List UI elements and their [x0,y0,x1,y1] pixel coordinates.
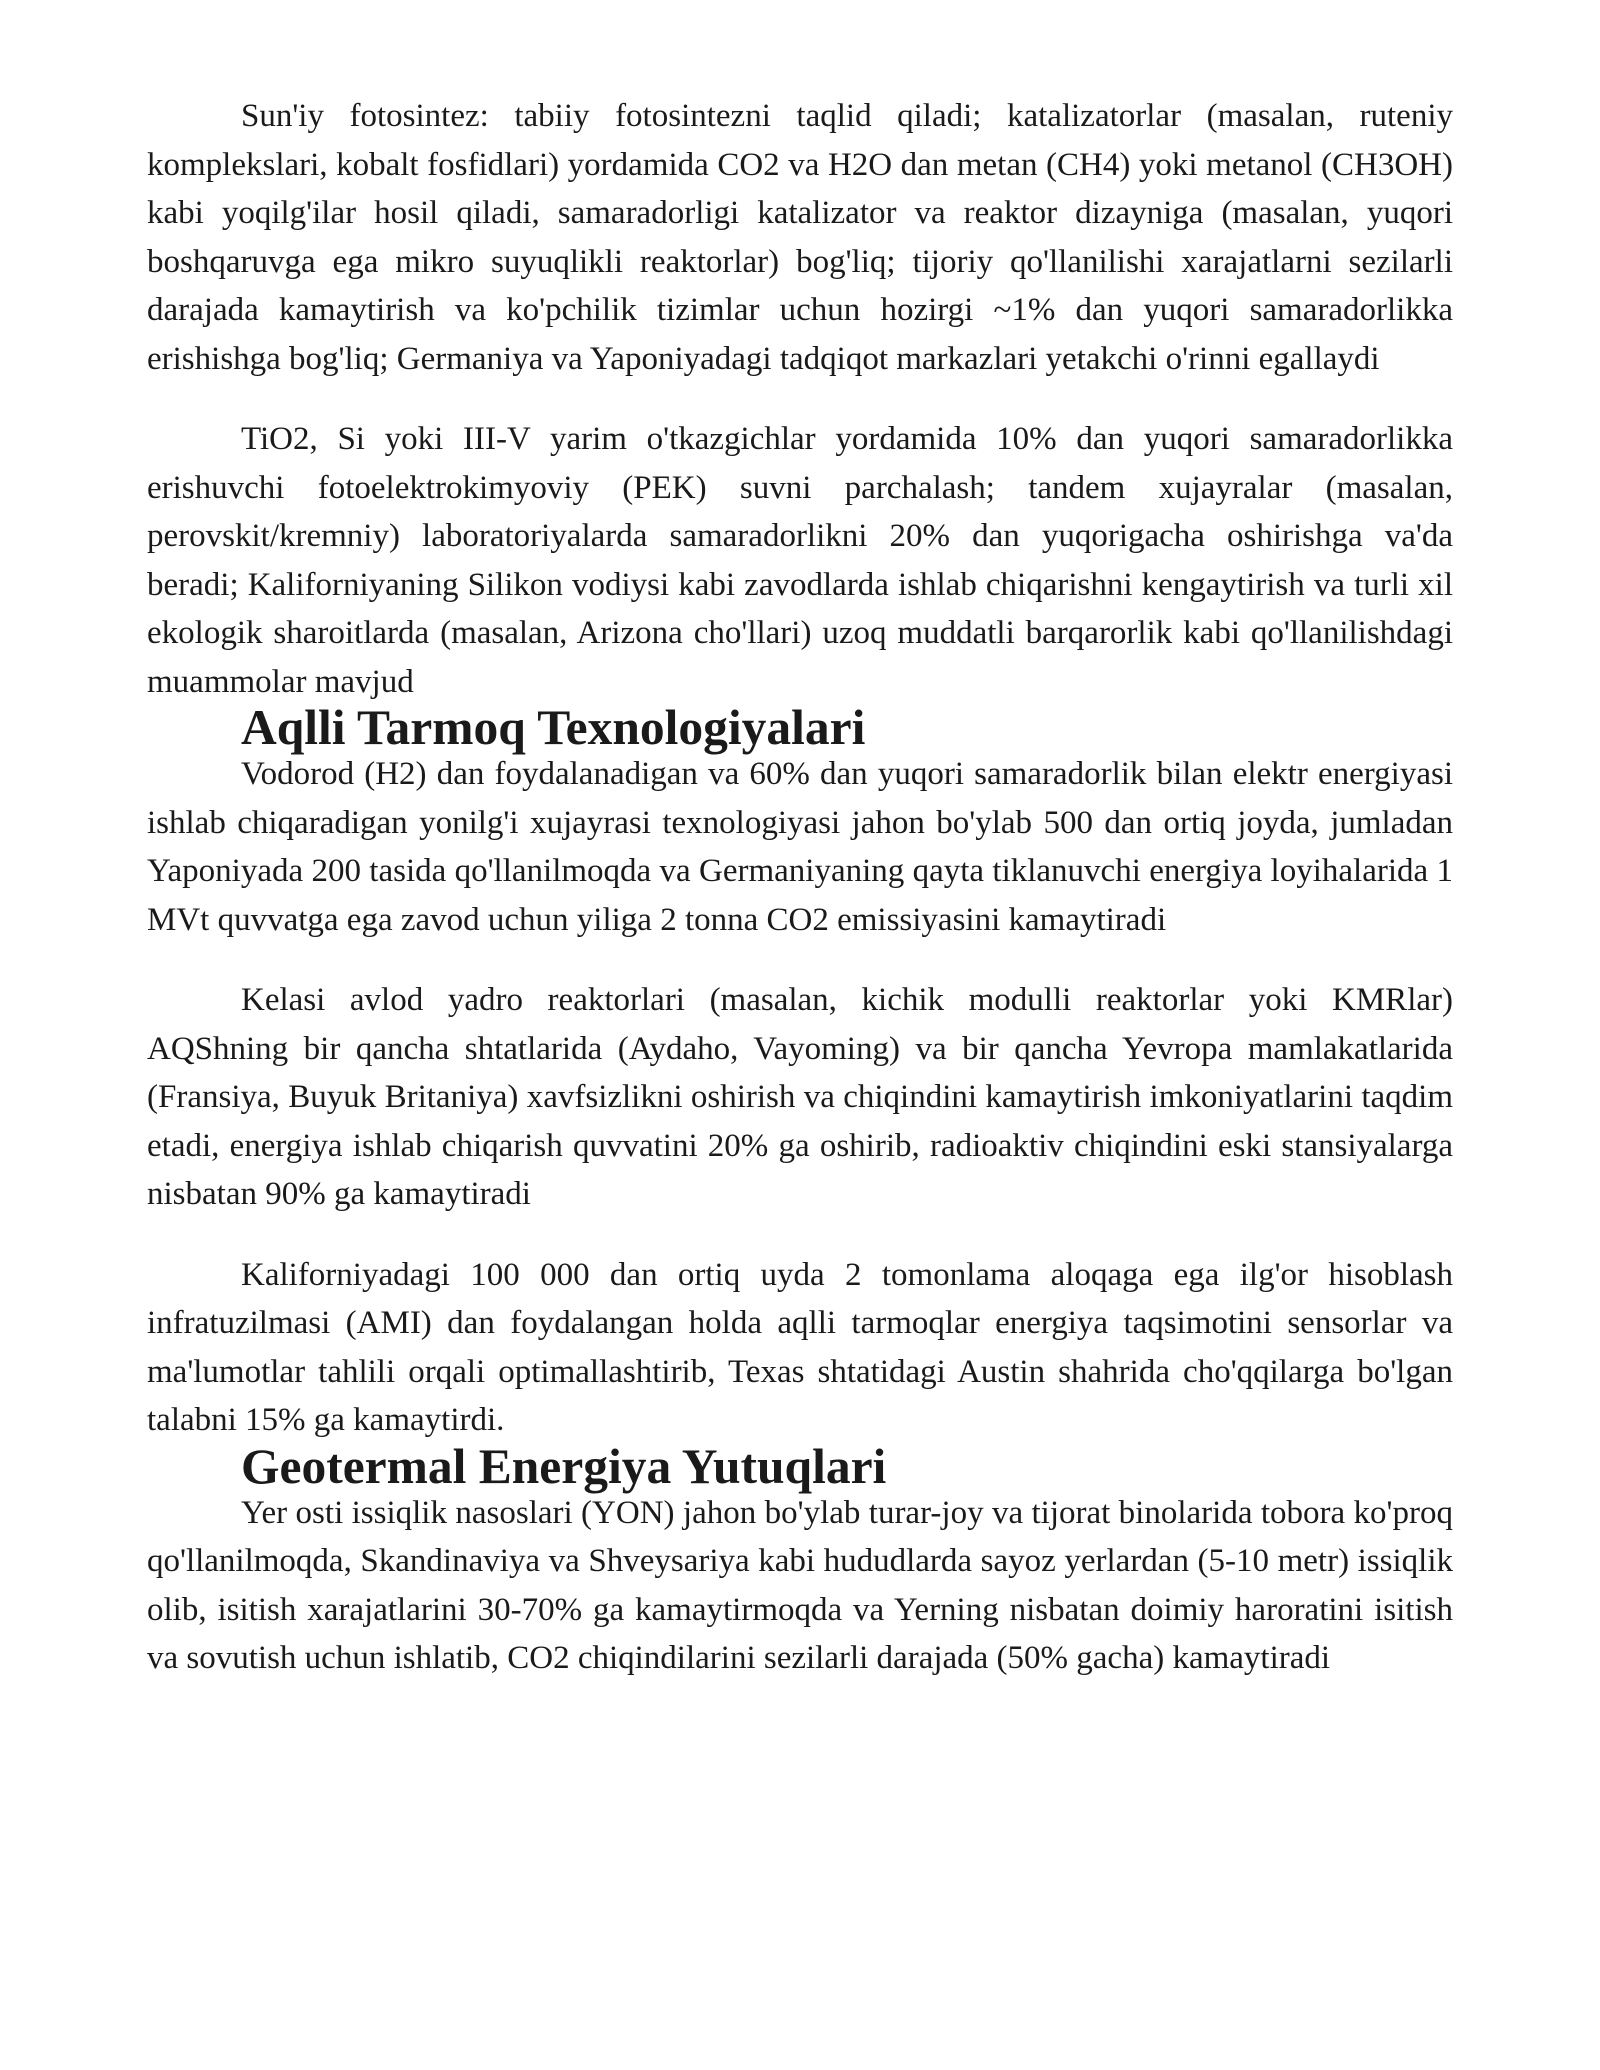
heading-geothermal: Geotermal Energiya Yutuqlari [241,1438,887,1494]
paragraph-smart-grids-ami: Kaliforniyadagi 100 000 dan ortiq uyda 2 tomonlama aloqaga ega ilg'or hisoblash infratuzilmasi (AMI) dan foydalangan holda aqlli tarmoqlar energiya taqsimotini sensorlar va ma'lumotlar tahlili orqali optimallashtirib, Texas shtatidagi Austin shahrida cho'qqilarga bo'lgan talabni 15% ga kamaytirdi. [147,1256,1453,1438]
paragraph-fuel-cells: Vodorod (H2) dan foydalanadigan va 60% dan yuqori samaradorlik bilan elektr energiyasi ishlab chiqaradigan yonilg'i xujayrasi texnologiyasi jahon bo'ylab 500 dan ortiq joyda, jumladan Yaponiyada 200 tasida qo'llanilmoqda va Germaniyaning qayta tiklanuvchi energiya loyihalarida 1 MVt quvvatga ega zavod uchun yiliga 2 tonna CO2 emissiyasini kamaytiradi [147,756,1453,938]
paragraph-heat-pumps: Yer osti issiqlik nasoslari (YON) jahon bo'ylab turar-joy va tijorat binolarida tobora ko'proq qo'llanilmoqda, Skandinaviya va Shveysariya kabi hududlarda sayoz yerlardan (5-10 metr) issiqlik olib, isitish xarajatlarini 30-70% ga kamaytirmoqda va Yerning nisbatan doimiy haroratini isitish va sovutish uchun ishlatib, CO2 chiqindilarini sezilarli darajada (50% gacha) kamaytiradi [147,1494,1453,1676]
paragraph-photoelectrochemical: TiO2, Si yoki III-V yarim o'tkazgichlar yordamida 10% dan yuqori samaradorlikka erishuvchi fotoelektrokimyoviy (PEK) suvni parchalash; tandem xujayralar (masalan, perovskit/kremniy) laboratoriyalarda samaradorlikni 20% dan yuqorigacha oshirishga va'da beradi; Kaliforniyaning Silikon vodiysi kabi zavodlarda ishlab chiqarishni kengaytirish va turli xil ekologik sharoitlarda (masalan, Arizona cho'llari) uzoq muddatli barqarorlik kabi qo'llanilishdagi muammolar mavjud [147,421,1453,700]
document-body [147,92,1453,1683]
paragraph-nuclear-reactors: Kelasi avlod yadro reaktorlari (masalan, kichik modulli reaktorlar yoki KMRlar) AQShning bir qancha shtatlarida (Aydaho, Vayoming) va bir qancha Yevropa mamlakatlarida (Fransiya, Buyuk Britaniya) xavfsizlikni oshirish va chiqindini kamaytirish imkoniyatlarini taqdim etadi, energiya ishlab chiqarish quvvatini 20% ga oshirib, radioaktiv chiqindini eski stansiyalarga nisbatan 90% ga kamaytiradi [147,982,1453,1212]
heading-smart-grid: Aqlli Tarmoq Texnologiyalari [241,700,866,755]
paragraph-artificial-photosynthesis: Sun'iy fotosintez: tabiiy fotosintezni taqlid qiladi; katalizatorlar (masalan, ruteniy komplekslari, kobalt fosfidlari) yordamida CO2 va H2O dan metan (CH4) yoki metanol (CH3OH) kabi yoqilg'ilar hosil qiladi, samaradorligi katalizator va reaktor dizayniga (masalan, yuqori boshqaruvga ega mikro suyuqlikli reaktorlar) bog'liq; tijoriy qo'llanilishi xarajatlarni sezilarli darajada kamaytirish va ko'pchilik tizimlar uchun hozirgi ~1% dan yuqori samaradorlikka erishishga bog'liq; Germaniya va Yaponiyadagi tadqiqot markazlari yetakchi o'rinni egallaydi [147,98,1453,377]
